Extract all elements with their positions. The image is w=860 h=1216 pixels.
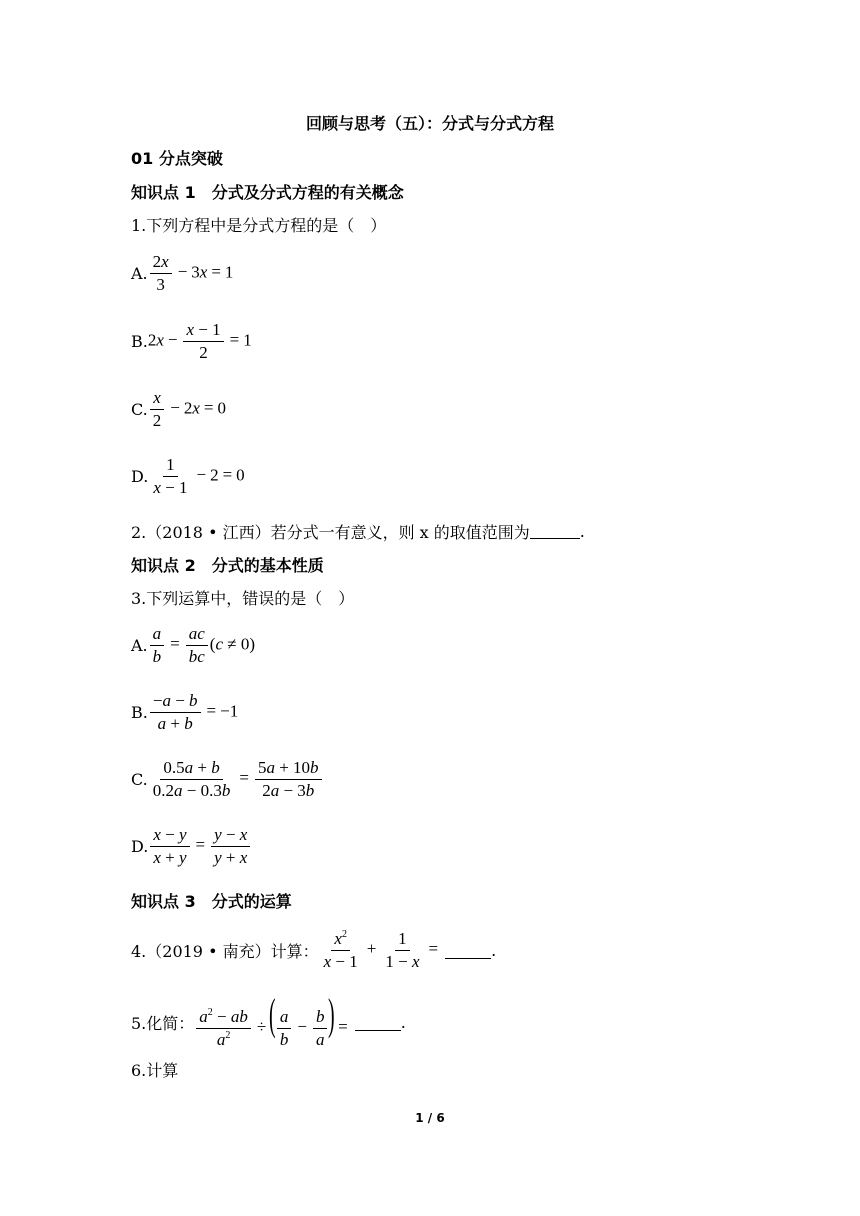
option-label: C. bbox=[131, 769, 148, 789]
question-3-stem: 3.下列运算中，错误的是（ ） bbox=[131, 589, 355, 608]
equation: $\frac{-a - b}{a + b}$ = −1 bbox=[148, 692, 238, 733]
question-1-stem: 1.下列方程中是分式方程的是（ ） bbox=[131, 216, 387, 235]
question-2-tail: . bbox=[579, 522, 585, 541]
question-2 bbox=[131, 520, 585, 543]
answer-blank bbox=[445, 942, 491, 959]
equation: $\frac{1}{x - 1}$ − 2 = 0 bbox=[153, 455, 245, 497]
question-6-stem: 6.计算 bbox=[131, 1061, 179, 1080]
option-label: A. bbox=[131, 263, 148, 283]
expression: $\frac{a^2 - ab}{a^2}$ ÷( $\frac{a}{b}$ − $\frac{b}{a}$ ) = bbox=[194, 996, 351, 1048]
equation: $\frac{2x}{3}$ − 3x = 1 bbox=[148, 253, 234, 294]
option-label: B. bbox=[131, 702, 148, 722]
question-2-stem: 2.（2018 • 江西）若分式一有意义，则 x 的取值范围为 bbox=[131, 523, 530, 542]
option-label: B. bbox=[131, 331, 148, 351]
question-5-tail: . bbox=[400, 1012, 406, 1032]
page-number: 1 / 6 bbox=[415, 1111, 445, 1125]
expression: $\frac{x^2}{x - 1}$ + $\frac{1}{1 - x}$ = bbox=[323, 929, 439, 971]
question-4-tail: . bbox=[491, 940, 497, 960]
option-label: D. bbox=[131, 836, 149, 856]
q3-option-b bbox=[131, 692, 238, 733]
q1-option-d bbox=[131, 456, 245, 497]
option-label: D. bbox=[131, 466, 149, 486]
page-title: 回顾与思考（五）：分式与分式方程 bbox=[305, 114, 554, 133]
question-4 bbox=[131, 930, 496, 971]
q3-option-c bbox=[131, 759, 324, 800]
q1-option-b bbox=[131, 321, 252, 362]
equation: 2x − $\frac{x - 1}{2}$ = 1 bbox=[147, 320, 252, 362]
question-5 bbox=[131, 990, 406, 1049]
q1-option-a bbox=[131, 253, 233, 294]
q3-option-a bbox=[131, 625, 255, 666]
option-label: C. bbox=[131, 399, 148, 419]
knowledge-point-2: 知识点 2 分式的基本性质 bbox=[131, 556, 324, 575]
question-4-stem: 4.（2019 • 南充）计算： bbox=[131, 941, 319, 961]
answer-blank bbox=[530, 524, 580, 539]
question-5-stem: 5.化简： bbox=[131, 1013, 195, 1033]
knowledge-point-3: 知识点 3 分式的运算 bbox=[131, 892, 292, 911]
q1-option-c bbox=[131, 389, 226, 430]
equation: $\frac{x - y}{x + y}$ = $\frac{y - x}{y + x}$ bbox=[148, 826, 252, 867]
equation: $\frac{x}{2}$ − 2x = 0 bbox=[148, 389, 226, 430]
answer-blank bbox=[355, 1014, 401, 1031]
knowledge-point-1: 知识点 1 分式及分式方程的有关概念 bbox=[131, 183, 404, 202]
q3-option-d bbox=[131, 826, 252, 867]
option-label: A. bbox=[131, 635, 148, 655]
equation: $\frac{0.5a + b}{0.2a - 0.3b}$ = $\frac{5a + 10b}{2a - 3b}$ bbox=[148, 759, 324, 800]
equation: $\frac{a}{b}$ = $\frac{ac}{bc}$ (c ≠ 0) bbox=[148, 625, 255, 666]
section-heading: 01 分点突破 bbox=[131, 149, 223, 168]
